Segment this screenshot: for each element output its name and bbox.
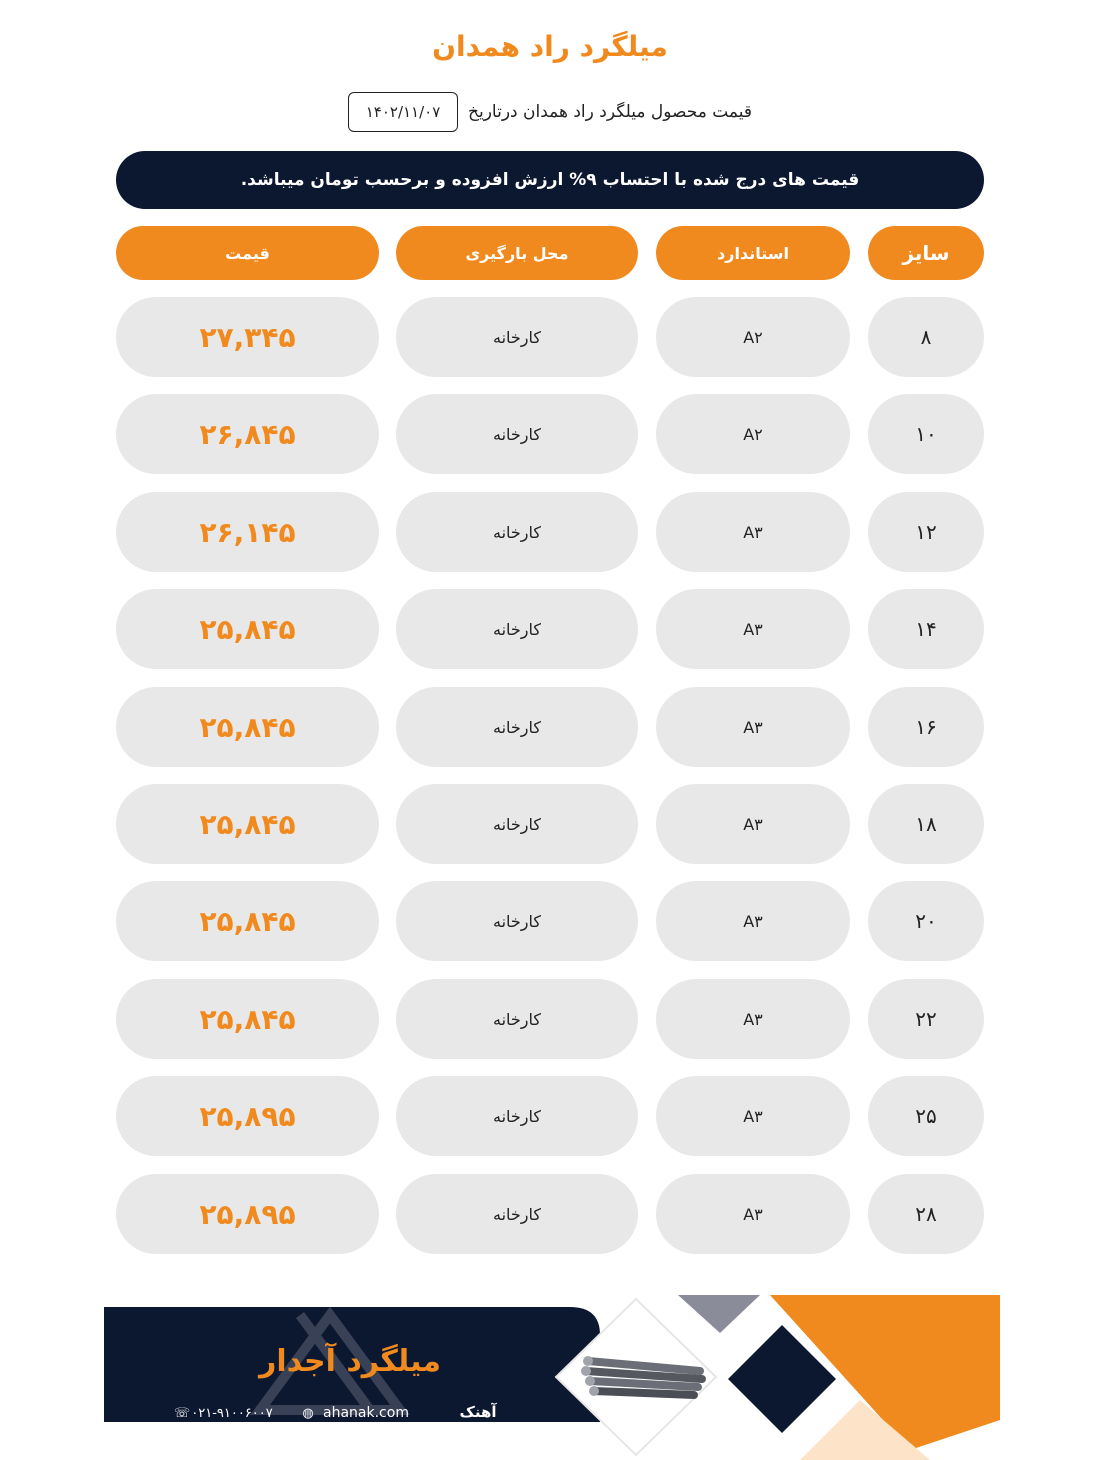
gray-shape bbox=[678, 1295, 760, 1333]
row-location: کارخانه bbox=[396, 881, 638, 961]
row-location: کارخانه bbox=[396, 589, 638, 669]
row-location: کارخانه bbox=[396, 297, 638, 377]
row-price: ۲۵,۸۴۵ bbox=[116, 687, 379, 767]
row-standard: A۳ bbox=[656, 492, 850, 572]
row-standard: A۲ bbox=[656, 297, 850, 377]
header-location: محل بارگیری bbox=[396, 226, 638, 280]
notice-bar: قیمت های درج شده با احتساب ۹% ارزش افزوده و برحسب تومان میباشد. bbox=[116, 151, 984, 209]
row-standard: A۳ bbox=[656, 1174, 850, 1254]
row-location: کارخانه bbox=[396, 784, 638, 864]
row-size: ۱۶ bbox=[868, 687, 984, 767]
row-standard: A۳ bbox=[656, 1076, 850, 1156]
phone-icon: ☏ bbox=[173, 1406, 191, 1421]
row-price: ۲۵,۸۹۵ bbox=[116, 1174, 379, 1254]
row-standard: A۳ bbox=[656, 979, 850, 1059]
row-price: ۲۵,۸۴۵ bbox=[116, 881, 379, 961]
date-value-box: ۱۴۰۲/۱۱/۰۷ bbox=[348, 92, 458, 132]
footer-phone: ۰۲۱-۹۱۰۰۶۰۰۷ bbox=[191, 1406, 273, 1421]
row-location: کارخانه bbox=[396, 979, 638, 1059]
row-size: ۱۲ bbox=[868, 492, 984, 572]
row-size: ۲۰ bbox=[868, 881, 984, 961]
row-standard: A۳ bbox=[656, 784, 850, 864]
row-price: ۲۵,۸۴۵ bbox=[116, 784, 379, 864]
row-size: ۸ bbox=[868, 297, 984, 377]
row-location: کارخانه bbox=[396, 1076, 638, 1156]
row-size: ۱۸ bbox=[868, 784, 984, 864]
footer-brand: میلگرد آجدار bbox=[259, 1344, 441, 1379]
row-price: ۲۷,۳۴۵ bbox=[116, 297, 379, 377]
row-standard: A۳ bbox=[656, 881, 850, 961]
row-size: ۲۲ bbox=[868, 979, 984, 1059]
row-price: ۲۵,۸۹۵ bbox=[116, 1076, 379, 1156]
date-line bbox=[0, 92, 1100, 132]
row-price: ۲۶,۸۴۵ bbox=[116, 394, 379, 474]
header-size: سایز bbox=[868, 226, 984, 280]
row-price: ۲۶,۱۴۵ bbox=[116, 492, 379, 572]
row-size: ۱۴ bbox=[868, 589, 984, 669]
date-label: قیمت محصول میلگرد راد همدان درتاریخ bbox=[468, 102, 752, 122]
header-price: قیمت bbox=[116, 226, 379, 280]
footer-logo-text: آهنک bbox=[459, 1403, 497, 1421]
row-price: ۲۵,۸۴۵ bbox=[116, 979, 379, 1059]
row-standard: A۳ bbox=[656, 589, 850, 669]
row-size: ۲۵ bbox=[868, 1076, 984, 1156]
header-standard: استاندارد bbox=[656, 226, 850, 280]
row-size: ۲۸ bbox=[868, 1174, 984, 1254]
row-price: ۲۵,۸۴۵ bbox=[116, 589, 379, 669]
globe-icon: ◍ bbox=[302, 1406, 314, 1421]
row-standard: A۳ bbox=[656, 687, 850, 767]
row-location: کارخانه bbox=[396, 394, 638, 474]
footer-website: ahanak.com bbox=[323, 1405, 409, 1421]
row-location: کارخانه bbox=[396, 1174, 638, 1254]
footer-banner bbox=[100, 1275, 1000, 1460]
row-location: کارخانه bbox=[396, 492, 638, 572]
page-title: میلگرد راد همدان bbox=[432, 30, 668, 63]
row-size: ۱۰ bbox=[868, 394, 984, 474]
row-location: کارخانه bbox=[396, 687, 638, 767]
row-standard: A۲ bbox=[656, 394, 850, 474]
